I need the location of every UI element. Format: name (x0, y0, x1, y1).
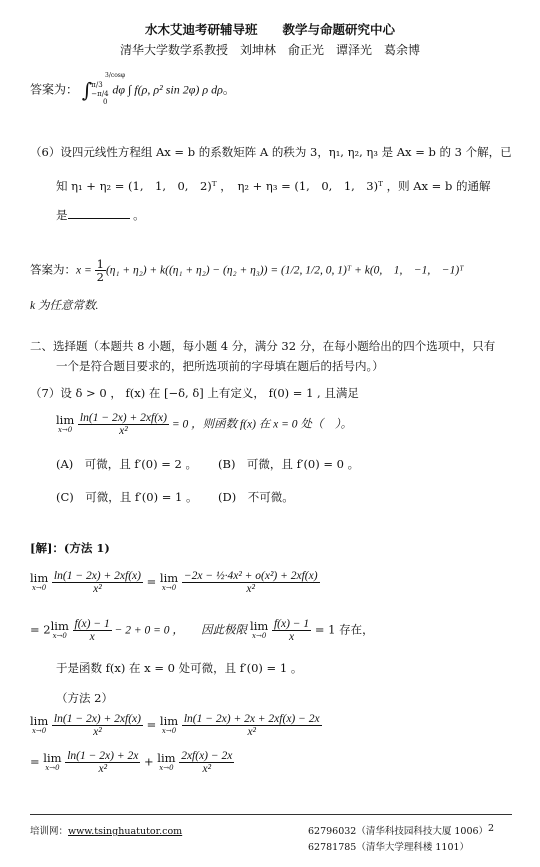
q5-label: 答案为： (30, 82, 79, 97)
q7-option-c: (C) 可微，且 f′(0) = 1 。 (56, 490, 198, 504)
q5-upper-2: 3/cosφ (105, 72, 126, 79)
q7-option-d: (D) 不可微。 (218, 490, 294, 504)
solution-eq1: lim x→0 $\frac{\ln(1 - 2x) + 2xf(x)}{\text{x²}}$ = lim x→0 $\frac{\text{−2x − ½·4x² + o(x²) + 2xf(x)}}{\text{x²}}$ (30, 570, 318, 596)
q5-body: dφ ∫ f(ρ, ρ² sin 2φ) ρ dρ (112, 82, 223, 97)
q6-line2: 知 η₁ + η₂ = (1, 1, 0, 2)ᵀ ， η₂ + η₃ = (1, 0, 1, 3)ᵀ ，则 Ax = b 的通解 (56, 179, 491, 193)
q5-upper-1: π/3 (91, 80, 103, 89)
solution-m2-eq1: lim x→0 $\frac{\ln(1 - 2x) + 2xf(x)}{\text{x²}}$ = lim x→0 $\frac{\ln(1 - 2x) + 2x + 2xf(x) - 2x}{\text{x²}}$ (30, 713, 320, 739)
section2-line1: 二、选择题（本题共 8 小题，每小题 4 分，满分 32 分，在每小题给出的四个选项中，只有 (30, 339, 496, 353)
q5-answer: 答案为： ∫ π/3 −π/4 dφ ∫ f(ρ, ρ² sin 2φ) ρ dρ。 3/cosφ 0 (30, 72, 235, 106)
footer-divider (30, 814, 512, 815)
website-link[interactable]: www.tsinghuatutor.com (68, 826, 183, 837)
section2-line2: 一个是符合题目要求的，把所选项前的字母填在题后的括号内。） (56, 359, 384, 373)
solution-title: [解]：(方法 1) (30, 541, 110, 555)
footer-phone2: 62781785（清华大学理科楼 1101） (308, 842, 470, 853)
answer-blank (68, 218, 130, 219)
q7-option-b: (B) 可微，且 f′(0) = 0 。 (218, 457, 360, 471)
q6-note: k 为任意常数. (30, 300, 99, 312)
footer-phone1: 62796032（清华科技园科技大厦 1006） (308, 826, 489, 837)
q6-line3: 是 。 (56, 208, 145, 222)
solution-conclusion: 于是函数 f(x) 在 x = 0 处可微，且 f′(0) = 1 。 (56, 661, 303, 675)
header-title: 水木艾迪考研辅导班 教学与命题研究中心 (144, 22, 395, 37)
solution-eq2: = 2 lim x→0 $\frac{f(x) - 1}{x}$ − 2 + 0 = 0 ， 因此极限 lim x→0 $\frac{f(x) - 1}{x}$ = 1 存在， (30, 618, 374, 644)
solution-method2: （方法 2） (56, 691, 113, 705)
q5-lower-2: 0 (103, 98, 108, 106)
page-number: 2 (488, 823, 495, 834)
q7-stem: （7）设 δ > 0 ， f(x) 在 [−δ, δ] 上有定义， f(0) = 1 , 且满足 (30, 386, 359, 400)
q5-lower-1: −π/4 (91, 90, 109, 98)
footer-website: 培训网：www.tsinghuatutor.com (30, 826, 183, 837)
solution-m2-eq2: = lim x→0 $\frac{\ln(1 - 2x) + 2x}{\text{x²}}$ + lim x→0 $\frac{2xf(x) - 2x}{\text{x²}}$ (30, 750, 233, 776)
q7-limit: lim x→0 $\frac{\ln(1 - 2x) + 2xf(x)}{\text{x²}}$ = 0 ，则函数 f(x) 在 x = 0 处（ ）。 (56, 412, 353, 438)
q6-line1: （6）设四元线性方程组 Ax = b 的系数矩阵 A 的秩为 3，η₁, η₂, η₃ 是 Ax = b 的 3 个解，已 (30, 145, 512, 159)
q7-option-a: (A) 可微，且 f′(0) = 2 。 (56, 457, 198, 471)
q6-answer: 答案为：x = $\frac{1}{2}$ (η₁ + η₂) + k((η₁ + η₂) − (η₂ + η₃)) = (1/2, 1/2, 0, 1)ᵀ + k(0, 1, −1, −1)ᵀ (30, 257, 464, 285)
header-authors: 清华大学数学系教授 刘坤林 俞正光 谭泽光 葛余博 (119, 43, 420, 57)
